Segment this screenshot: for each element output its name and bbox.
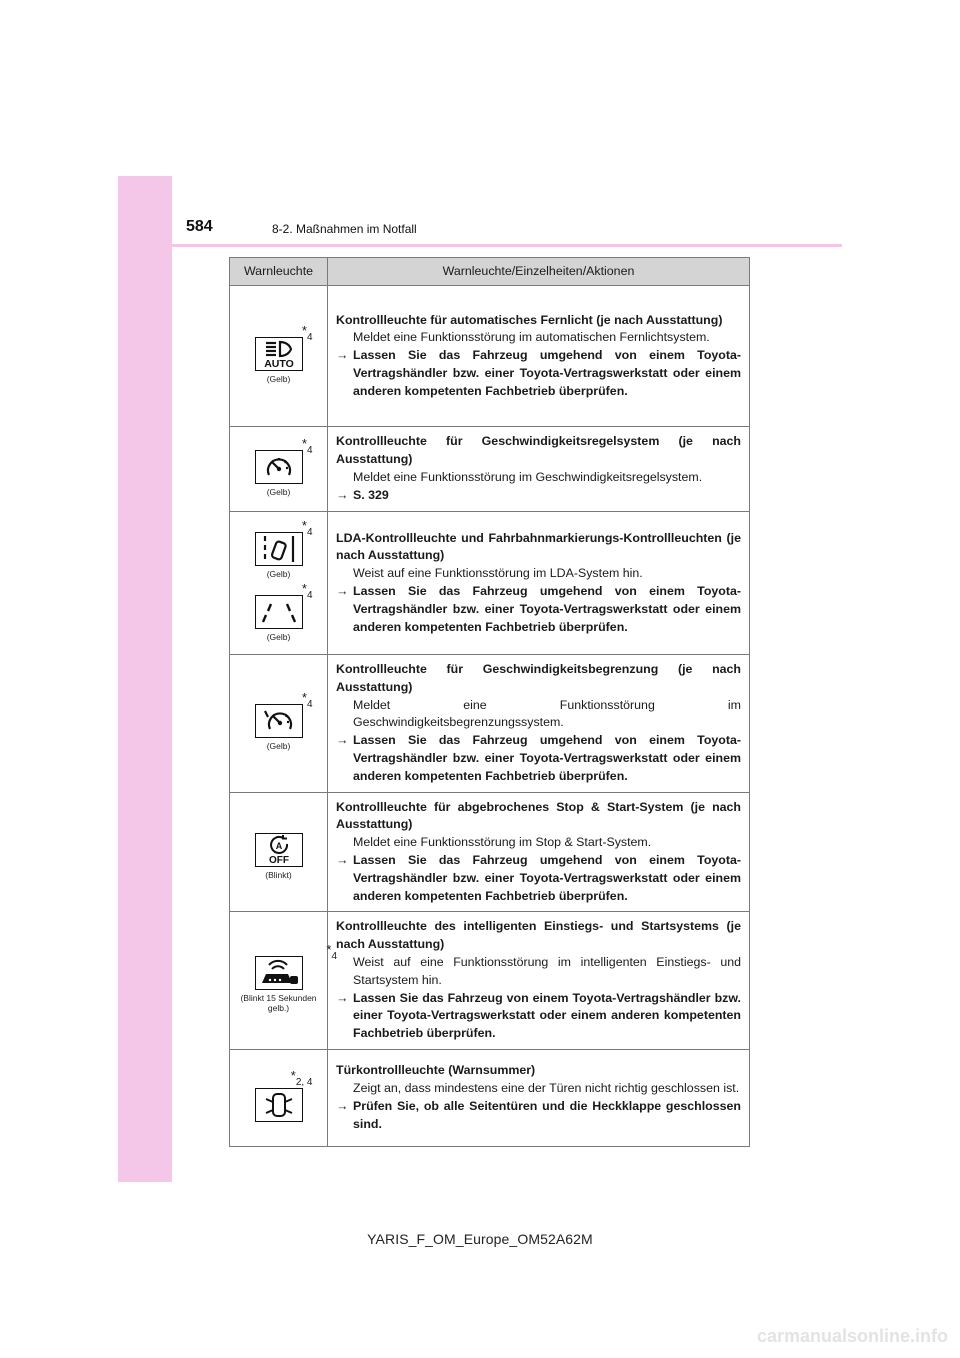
stop-start-off-icon: [255, 833, 303, 867]
icon-cell: [230, 286, 328, 427]
row-title: Kontrollleuchte für Geschwindigkeitsregelsystem (je nach Ausstattung): [336, 434, 741, 467]
action-text: Lassen Sie das Fahrzeug von einem Toyota-Vertragshändler bzw. einer Toyota-Vertragswerkstatt oder einem anderen kompetenten Fachbetrieb überprüfen.: [353, 990, 741, 1041]
details-cell: [328, 1049, 750, 1146]
details-cell: [328, 286, 750, 427]
column-header-details: Warnleuchte/Einzelheiten/Aktionen: [328, 258, 750, 286]
row-action: [336, 732, 741, 785]
row-title: Kontrollleuchte für automatisches Fernlicht (je nach Ausstattung): [336, 312, 723, 327]
row-action: [336, 990, 741, 1043]
lane-markings-icon: [255, 595, 303, 629]
watermark: carmanualsonline.info: [756, 1326, 948, 1346]
icon-group: [230, 942, 337, 1014]
row-action: [336, 852, 741, 905]
arrow-icon: →: [336, 990, 349, 1005]
icon-caption: (Blinkt): [265, 869, 292, 880]
row-action: [336, 487, 741, 505]
row-description: Meldet eine Funktionsstörung im Stop & Start-System.: [353, 835, 652, 850]
icon-cell: [230, 792, 328, 912]
icon-group: [255, 821, 303, 880]
row-description: Zeigt an, dass mindestens eine der Türen nicht richtig geschlossen ist.: [353, 1081, 740, 1096]
warning-light-table: [229, 257, 750, 1147]
icon-cell: [230, 427, 328, 512]
footnote-marker: *4: [301, 322, 313, 343]
row-title: Kontrollleuchte für abgebrochenes Stop & Start-System (je nach Ausstattung): [336, 799, 741, 832]
icon-caption: (Gelb): [266, 632, 291, 642]
table-row: [230, 512, 750, 655]
svg-text:A: A: [275, 840, 282, 851]
arrow-icon: →: [336, 1098, 349, 1113]
section-title: 8-2. Maßnahmen im Notfall: [272, 222, 417, 236]
footnote-marker: *4: [301, 689, 313, 710]
row-title: Türkontrollleuchte (Warnsummer): [336, 1063, 536, 1078]
svg-text:AUTO: AUTO: [263, 357, 294, 368]
page-number: 584: [186, 218, 213, 235]
icon-group: [255, 322, 313, 384]
icon-group: [255, 518, 313, 580]
action-text: Lassen Sie das Fahrzeug umgehend von einem Toyota-Vertragshändler bzw. einer Toyota-Vertragswerkstatt oder einem anderen kompetenten Fachbetrieb überprüfen.: [353, 733, 741, 783]
table-row: [230, 655, 750, 793]
action-text: S. 329: [353, 487, 389, 502]
icon-caption: (Gelb): [266, 486, 291, 497]
door-open-icon: [255, 1088, 303, 1122]
details-cell: [328, 655, 750, 793]
action-text: Lassen Sie das Fahrzeug umgehend von einem Toyota-Vertragshändler bzw. einer Toyota-Vertragswerkstatt oder einem anderen kompetenten Fachbetrieb überprüfen.: [353, 852, 741, 903]
icon-cell: [230, 912, 337, 1050]
chapter-side-tab: [118, 176, 172, 1182]
row-title: Kontrollleuchte des intelligenten Einstiegs- und Startsystems (je nach Ausstattung): [336, 919, 741, 952]
arrow-icon: →: [336, 584, 349, 598]
row-description: Meldet eine Funktionsstörung im automatischen Fernlichtsystem.: [353, 330, 710, 345]
document-code: YARIS_F_OM_Europe_OM52A62M: [367, 1231, 593, 1247]
row-description: Weist auf eine Funktionsstörung im intelligenten Einstiegs- und Startsystem hin.: [353, 954, 741, 987]
footnote-marker: *4: [301, 435, 313, 456]
table-row: [230, 792, 750, 912]
footnote-marker: *4: [301, 518, 313, 539]
footnote-marker: *4: [326, 942, 337, 963]
table-row: [230, 427, 750, 512]
footnote-marker: *4: [301, 581, 313, 601]
action-text: Prüfen Sie, ob alle Seitentüren und die Heckklappe geschlossen sind.: [353, 1098, 741, 1131]
arrow-icon: →: [336, 487, 349, 502]
row-description: Meldet eine Funktionsstörung im Geschwindigkeitsbegrenzungssystem.: [353, 697, 741, 730]
row-title: Kontrollleuchte für Geschwindigkeitsbegrenzung (je nach Ausstattung): [336, 662, 741, 694]
details-cell: [328, 912, 750, 1050]
speed-limiter-icon: [255, 704, 303, 738]
action-text: Lassen Sie das Fahrzeug umgehend von einem Toyota-Vertragshändler bzw. einer Toyota-Vertragswerkstatt oder einem anderen kompetenten Fachbetrieb überprüfen.: [353, 584, 741, 634]
arrow-icon: →: [336, 733, 349, 748]
auto-high-beam-icon: [255, 337, 303, 371]
details-cell: [328, 512, 750, 655]
row-action: [336, 1098, 741, 1134]
icon-group: [255, 1068, 313, 1122]
arrow-icon: →: [336, 852, 349, 867]
icon-caption: (Gelb): [266, 569, 291, 580]
icon-cell: [230, 512, 328, 655]
table-row: [230, 912, 750, 1050]
icon-caption: (Blinkt 15 Sekunden gelb.): [240, 993, 317, 1014]
row-title: LDA-Kontrollleuchte und Fahrbahnmarkierungs-Kontrollleuchten (je nach Ausstattung): [336, 530, 741, 563]
icon-caption: (Gelb): [266, 373, 291, 384]
arrow-icon: →: [336, 348, 349, 363]
icon-cell: [230, 655, 328, 793]
row-action: [336, 347, 741, 400]
action-text: Lassen Sie das Fahrzeug umgehend von einem Toyota-Vertragshändler bzw. einer Toyota-Vertragswerkstatt oder einem anderen kompetenten Fachbetrieb überprüfen.: [353, 348, 741, 398]
table-header-row: [230, 258, 750, 286]
row-description: Weist auf eine Funktionsstörung im LDA-System hin.: [353, 566, 643, 581]
row-action: [336, 583, 741, 636]
header-rule: [172, 244, 842, 247]
lane-departure-alert-icon: [255, 532, 303, 566]
table-row: [230, 1049, 750, 1146]
details-cell: [328, 427, 750, 512]
row-description: Meldet eine Funktionsstörung im Geschwindigkeitsregelsystem.: [353, 470, 703, 484]
icon-group: [255, 689, 313, 751]
smart-entry-key-icon: [255, 956, 303, 990]
table-row: [230, 286, 750, 427]
icon-group: [255, 581, 313, 642]
footnote-marker: *2, 4: [290, 1068, 313, 1089]
icon-cell: [230, 1049, 328, 1146]
cruise-control-icon: [255, 450, 303, 484]
icon-caption: (Gelb): [266, 740, 291, 751]
details-cell: [328, 792, 750, 912]
column-header-warning-light: Warnleuchte: [230, 258, 328, 286]
off-label: OFF: [268, 854, 289, 865]
icon-group: [255, 435, 313, 497]
